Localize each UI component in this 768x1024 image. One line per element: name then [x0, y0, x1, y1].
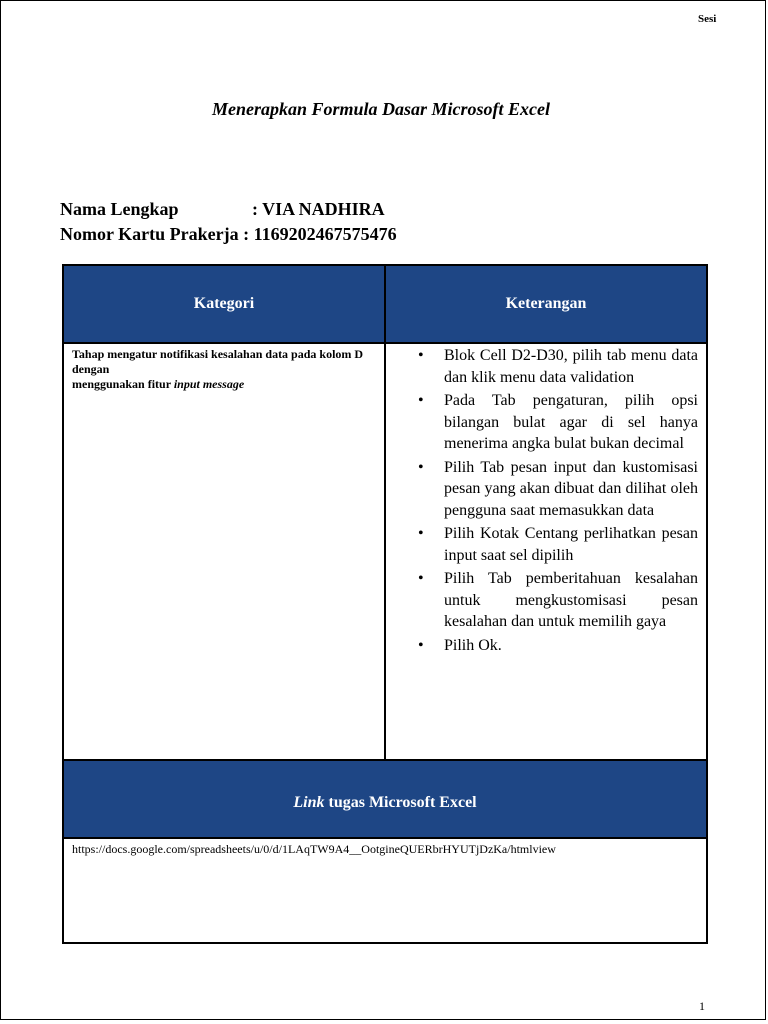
link-header-italic: Link — [293, 794, 325, 811]
name-label: Nama Lengkap — [60, 199, 179, 219]
step-item: • Pilih Ok. — [392, 635, 698, 657]
link-cell — [63, 838, 707, 943]
card-number-value: : 1169202467575476 — [243, 224, 397, 244]
link-row — [63, 838, 707, 943]
card-number-label: Nomor Kartu Prakerja — [60, 224, 239, 244]
category-cell — [63, 343, 385, 760]
step-item: • Pilih Kotak Centang perlihatkan pesan input saat sel dipilih — [392, 523, 698, 566]
page-number: 1 — [699, 999, 705, 1013]
link-section-header — [63, 760, 707, 838]
step-item: • Pada Tab pengaturan, pilih opsi bilangan bulat agar di sel hanya menerima angka bulat bukan decimal — [392, 390, 698, 455]
table-header-row — [63, 265, 707, 343]
link-header-rest: tugas Microsoft Excel — [324, 794, 477, 811]
step-item: • Blok Cell D2-D30, pilih tab menu data dan klik menu data validation — [392, 345, 698, 388]
spreadsheet-link[interactable]: https://docs.google.com/spreadsheets/u/0/d/1LAqTW9A4__OotgineQUERbrHYUTjDzKa/htmlview — [72, 842, 556, 856]
steps-list — [392, 345, 698, 656]
link-header-row — [63, 760, 707, 838]
category-text-prefix: menggunakan fitur — [72, 377, 174, 391]
category-text-italic: input message — [173, 377, 245, 391]
task-table — [62, 264, 708, 944]
name-value: : VIA NADHIRA — [252, 199, 385, 219]
card-number-row — [60, 224, 397, 245]
description-cell — [385, 343, 707, 760]
step-item: • Pilih Tab pemberitahuan kesalahan untuk mengkustomisasi pesan kesalahan dan untuk memilih gaya — [392, 568, 698, 633]
category-text: Tahap mengatur notifikasi kesalahan data pada kolom D dengan — [72, 347, 364, 376]
column-header-keterangan: Keterangan — [385, 265, 707, 343]
document-title: Menerapkan Formula Dasar Microsoft Excel — [211, 99, 551, 119]
category-text-line2 — [72, 377, 376, 392]
column-header-kategori: Kategori — [63, 265, 385, 343]
name-row — [60, 199, 385, 220]
table-row — [63, 343, 707, 760]
header-session-label: Sesi — [698, 13, 717, 25]
step-item: • Pilih Tab pesan input dan kustomisasi pesan yang akan dibuat dan dilihat oleh pengguna saat memasukkan data — [392, 457, 698, 522]
